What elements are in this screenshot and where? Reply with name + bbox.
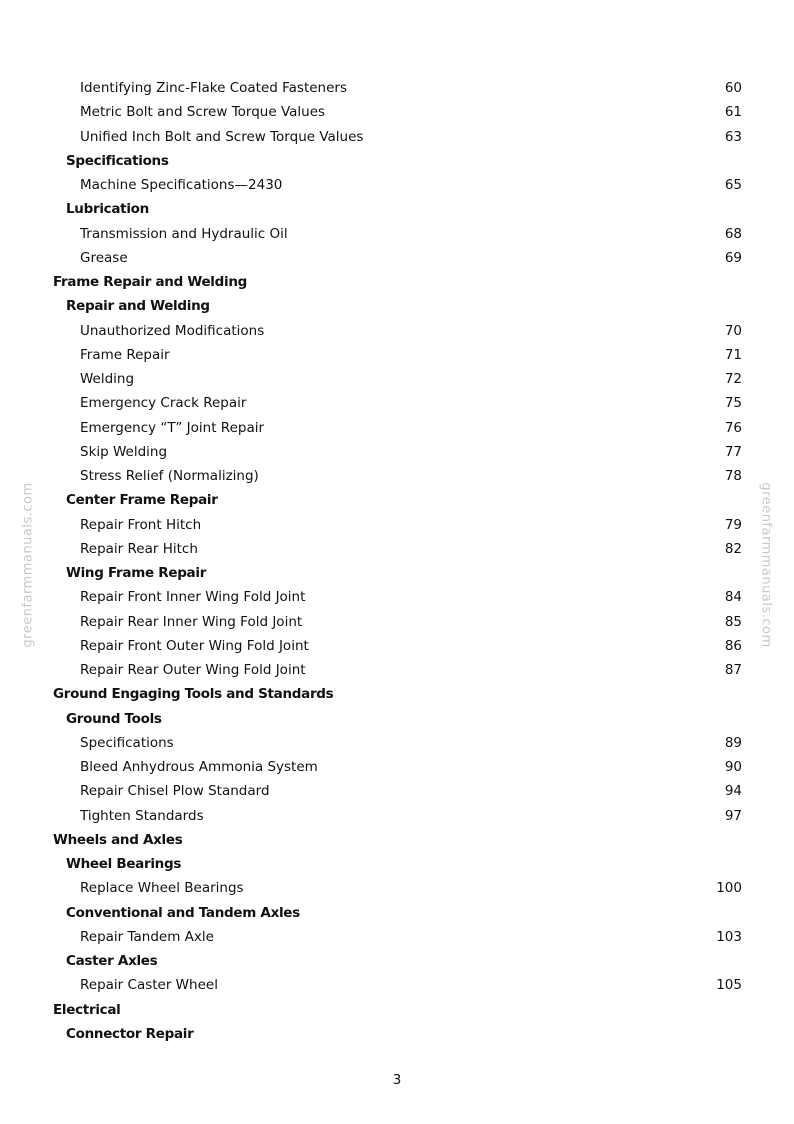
toc-entry[interactable] xyxy=(0,391,794,415)
toc-entry[interactable] xyxy=(0,270,794,294)
toc-entry-title: Ground Tools xyxy=(66,710,162,727)
toc-entry-page: 89 xyxy=(724,734,742,751)
toc-entry[interactable] xyxy=(0,125,794,149)
toc-entry-page: 86 xyxy=(724,637,742,654)
toc-entry-title: Repair Front Inner Wing Fold Joint xyxy=(80,589,306,606)
toc-entry-page: 70 xyxy=(724,322,742,339)
toc-entry-page: 84 xyxy=(724,589,742,606)
toc-entry[interactable] xyxy=(0,488,794,512)
toc-entry-page: 100 xyxy=(716,880,742,897)
toc-entry-title: Repair Chisel Plow Standard xyxy=(80,783,270,800)
toc-entry-page: 103 xyxy=(716,928,742,945)
toc-entry-page: 69 xyxy=(724,249,742,266)
toc-entry[interactable] xyxy=(0,852,794,876)
toc-entry-page: 79 xyxy=(724,516,742,533)
toc-entry[interactable] xyxy=(0,561,794,585)
toc-entry[interactable] xyxy=(0,925,794,949)
toc-entry-title: Caster Axles xyxy=(66,953,158,969)
table-of-contents xyxy=(0,76,794,1046)
toc-entry-page: 105 xyxy=(716,977,742,994)
toc-entry-title: Repair Rear Hitch xyxy=(80,540,198,557)
toc-entry[interactable] xyxy=(0,100,794,124)
toc-entry-page: 85 xyxy=(724,613,742,630)
toc-entry[interactable] xyxy=(0,173,794,197)
toc-entry-title: Specifications xyxy=(80,734,174,751)
toc-entry[interactable] xyxy=(0,513,794,537)
toc-entry-title: Wheels and Axles xyxy=(53,831,183,848)
toc-entry-title: Grease xyxy=(80,249,128,266)
toc-entry-title: Repair Front Hitch xyxy=(80,516,202,533)
toc-entry[interactable] xyxy=(0,1022,794,1046)
toc-entry-title: Wing Frame Repair xyxy=(66,565,207,581)
toc-entry[interactable] xyxy=(0,319,794,343)
toc-entry-page: 94 xyxy=(724,783,742,800)
toc-entry[interactable] xyxy=(0,537,794,561)
toc-entry-title: Repair Front Outer Wing Fold Joint xyxy=(80,637,309,654)
toc-entry[interactable] xyxy=(0,804,794,828)
toc-entry[interactable] xyxy=(0,828,794,852)
toc-entry-page: 72 xyxy=(724,371,742,387)
toc-entry-page: 78 xyxy=(724,468,742,484)
toc-entry-title: Ground Engaging Tools and Standards xyxy=(53,686,334,703)
toc-entry[interactable] xyxy=(0,197,794,221)
toc-entry[interactable] xyxy=(0,222,794,246)
toc-entry[interactable] xyxy=(0,973,794,997)
toc-entry[interactable] xyxy=(0,440,794,464)
toc-entry[interactable] xyxy=(0,343,794,367)
toc-entry-title: Repair Rear Outer Wing Fold Joint xyxy=(80,662,306,678)
toc-entry-title: Repair Rear Inner Wing Fold Joint xyxy=(80,613,303,630)
toc-entry-title: Welding xyxy=(80,371,135,387)
toc-entry-page: 90 xyxy=(724,759,742,775)
toc-entry-page: 71 xyxy=(724,346,742,363)
toc-entry-title: Identifying Zinc-Flake Coated Fasteners xyxy=(80,80,347,96)
toc-entry-title: Tighten Standards xyxy=(80,807,204,824)
toc-entry-page: 82 xyxy=(724,540,742,557)
toc-entry-title: Bleed Anhydrous Ammonia System xyxy=(80,759,318,775)
toc-entry-page: 65 xyxy=(724,177,742,193)
toc-entry[interactable] xyxy=(0,755,794,779)
toc-entry-title: Lubrication xyxy=(66,201,149,218)
toc-entry[interactable] xyxy=(0,876,794,900)
toc-entry-page: 68 xyxy=(724,225,742,242)
toc-entry-title: Repair Tandem Axle xyxy=(80,928,214,945)
toc-entry-title: Connector Repair xyxy=(66,1025,194,1042)
toc-entry-page: 60 xyxy=(724,80,742,96)
toc-entry-title: Frame Repair and Welding xyxy=(53,274,248,290)
toc-entry-title: Transmission and Hydraulic Oil xyxy=(80,225,288,242)
toc-entry[interactable] xyxy=(0,246,794,270)
toc-entry-title: Repair Caster Wheel xyxy=(80,977,218,994)
toc-entry[interactable] xyxy=(0,76,794,100)
toc-entry[interactable] xyxy=(0,901,794,925)
toc-entry-title: Emergency “T” Joint Repair xyxy=(80,419,265,436)
toc-entry-title: Unified Inch Bolt and Screw Torque Values xyxy=(80,128,364,145)
toc-entry[interactable] xyxy=(0,998,794,1022)
toc-entry-page: 76 xyxy=(724,419,742,436)
toc-entry-title: Emergency Crack Repair xyxy=(80,395,247,412)
toc-entry-title: Center Frame Repair xyxy=(66,492,218,509)
watermark-left: greenfarmmanuals.com xyxy=(20,482,36,648)
watermark-right: greenfarmmanuals.com xyxy=(758,482,774,648)
toc-entry-title: Wheel Bearings xyxy=(66,856,182,872)
toc-entry-title: Electrical xyxy=(53,1001,121,1018)
toc-entry-page: 97 xyxy=(724,807,742,824)
toc-entry[interactable] xyxy=(0,634,794,658)
toc-entry-title: Frame Repair xyxy=(80,346,170,363)
toc-entry-page: 77 xyxy=(724,443,742,460)
toc-entry[interactable] xyxy=(0,367,794,391)
toc-entry[interactable] xyxy=(0,779,794,803)
toc-entry[interactable] xyxy=(0,294,794,318)
toc-entry-page: 87 xyxy=(724,662,742,678)
toc-entry[interactable] xyxy=(0,585,794,609)
toc-entry-title: Repair and Welding xyxy=(66,298,210,315)
toc-entry-title: Replace Wheel Bearings xyxy=(80,880,244,897)
toc-entry[interactable] xyxy=(0,682,794,706)
toc-entry[interactable] xyxy=(0,416,794,440)
toc-entry[interactable] xyxy=(0,949,794,973)
toc-entry-page: 61 xyxy=(724,104,742,121)
page-number: 3 xyxy=(392,1072,402,1088)
toc-entry-page: 75 xyxy=(724,395,742,412)
toc-entry-title: Stress Relief (Normalizing) xyxy=(80,468,259,484)
toc-entry[interactable] xyxy=(0,731,794,755)
toc-entry[interactable] xyxy=(0,707,794,731)
toc-entry-page: 63 xyxy=(724,128,742,145)
toc-entry-title: Skip Welding xyxy=(80,443,168,460)
toc-entry-title: Metric Bolt and Screw Torque Values xyxy=(80,104,326,121)
toc-entry[interactable] xyxy=(0,464,794,488)
toc-entry[interactable] xyxy=(0,149,794,173)
toc-entry-title: Unauthorized Modifications xyxy=(80,322,265,339)
toc-entry[interactable] xyxy=(0,610,794,634)
toc-entry-title: Machine Specifications—2430 xyxy=(80,177,283,193)
toc-entry-title: Conventional and Tandem Axles xyxy=(66,904,300,921)
toc-entry[interactable] xyxy=(0,658,794,682)
toc-entry-title: Specifications xyxy=(66,152,169,169)
